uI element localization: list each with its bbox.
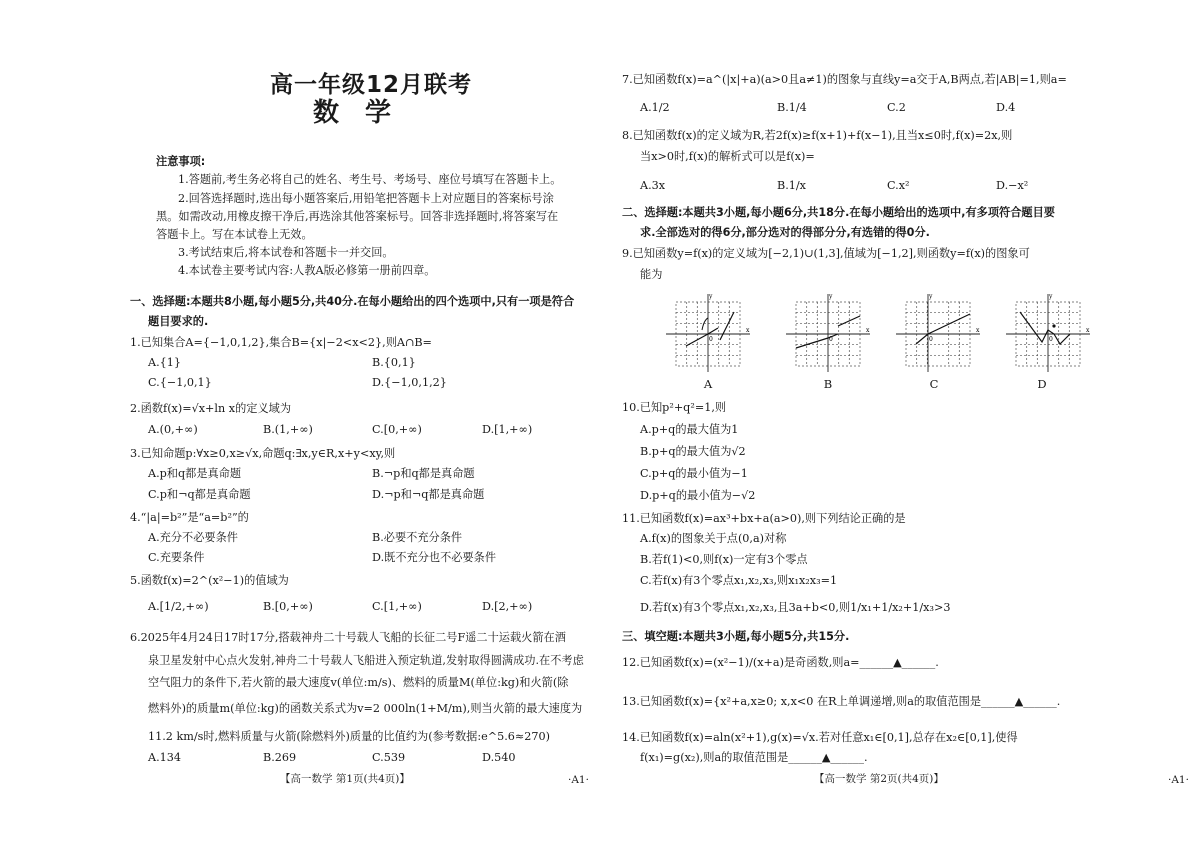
notice-line: 2.回答选择题时,选出每小题答案后,用铅笔把答题卡上对应题目的答案标号涂 <box>178 192 554 205</box>
option: A.{1} <box>148 356 181 369</box>
option: C.若f(x)有3个零点x₁,x₂,x₃,则x₁x₂x₃=1 <box>640 574 838 587</box>
graph-label: D <box>1037 377 1047 391</box>
graph-b-svg <box>778 290 878 374</box>
option: D.若f(x)有3个零点x₁,x₂,x₃,且3a+b<0,则1/x₁+1/x₂+1/x₃>3 <box>640 601 951 614</box>
svg-text:y: y <box>829 293 833 300</box>
option: C.p+q的最小值为−1 <box>640 467 748 480</box>
question-stem-cont: 能为 <box>640 268 663 281</box>
option: B.1/x <box>777 179 806 192</box>
question-stem-cont: 当x>0时,f(x)的解析式可以是f(x)= <box>640 150 815 163</box>
page-2 <box>600 0 1200 849</box>
question-stem-cont: 泉卫星发射中心点火发射,神舟二十号载人飞船进入预定轨道,发射取得圆满成功.在不考虑 <box>148 654 584 667</box>
page-footer: 【高一数学 第2页(共4页)】 <box>814 773 944 785</box>
option: C.充要条件 <box>148 551 205 564</box>
notice-line: 1.答题前,考生务必将自己的姓名、考生号、考场号、座位号填写在答题卡上。 <box>178 173 562 186</box>
section-heading: 二、选择题:本题共3小题,每小题6分,共18分.在每小题给出的选项中,有多项符合题目要 <box>622 206 1055 219</box>
option: C.p和¬q都是真命题 <box>148 488 251 501</box>
option: C.539 <box>372 751 406 764</box>
notice-heading: 注意事项: <box>156 155 206 168</box>
graph-a-svg <box>658 290 758 374</box>
section-heading: 一、选择题:本题共8小题,每小题5分,共40分.在每小题给出的四个选项中,只有一项是符合 <box>130 295 575 308</box>
svg-text:x: x <box>746 327 750 334</box>
graph-d-svg <box>998 290 1098 374</box>
page-code: ·A1· <box>568 774 589 786</box>
question-stem: 8.已知函数f(x)的定义域为R,若2f(x)≥f(x+1)+f(x−1),且当x≤0时,f(x)=2x,则 <box>622 129 1013 142</box>
question-stem-cont: 燃料外)的质量m(单位:kg)的函数关系式为v=2 000ln(1+M/m),则当火箭的最大速度为 <box>148 702 583 715</box>
option: D.−x² <box>996 179 1029 192</box>
question-stem: 2.函数f(x)=√x+ln x的定义域为 <box>130 402 292 415</box>
option: D.p+q的最小值为−√2 <box>640 489 756 502</box>
question-stem: 6.2025年4月24日17时17分,搭载神舟二十号载人飞船的长征二号F遥二十运载火箭在酒 <box>130 631 566 644</box>
fill-question-cont: f(x₁)=g(x₂),则a的取值范围是______▲______. <box>640 751 868 764</box>
option: B.若f(1)<0,则f(x)一定有3个零点 <box>640 553 808 566</box>
subject-title: 数学 <box>313 98 418 128</box>
question-stem: 4.“|a|=b²”是“a=b²”的 <box>130 511 249 524</box>
notice-line: 黑。如需改动,用橡皮擦干净后,再选涂其他答案标号。回答非选择题时,将答案写在 <box>156 210 559 223</box>
notice-line: 4.本试卷主要考试内容:人教A版必修第一册前四章。 <box>178 264 436 277</box>
option: B.269 <box>263 751 297 764</box>
question-stem: 7.已知函数f(x)=a^(|x|+a)(a>0且a≠1)的图象与直线y=a交于A,B两点,若|AB|=1,则a= <box>622 73 1067 86</box>
option: B.(1,+∞) <box>263 423 313 436</box>
section-heading-cont: 求.全部选对的得6分,部分选对的得部分分,有选错的得0分. <box>640 226 930 239</box>
option: A.f(x)的图象关于点(0,a)对称 <box>640 532 787 545</box>
graph-c-svg <box>888 290 988 374</box>
option: A.1/2 <box>640 101 670 114</box>
option: A.134 <box>148 751 181 764</box>
option: D.¬p和¬q都是真命题 <box>372 488 485 501</box>
option: B.必要不充分条件 <box>372 531 463 544</box>
option: A.(0,+∞) <box>148 423 198 436</box>
fill-question: 12.已知函数f(x)=(x²−1)/(x+a)是奇函数,则a=______▲______. <box>622 656 939 669</box>
option: D.4 <box>996 101 1016 114</box>
option: C.{−1,0,1} <box>148 376 212 389</box>
option: B.p+q的最大值为√2 <box>640 445 746 458</box>
option: B.1/4 <box>777 101 807 114</box>
option: A.p+q的最大值为1 <box>640 423 739 436</box>
option: A.[1/2,+∞) <box>148 600 209 613</box>
question-stem-cont: 11.2 km/s时,燃料质量与火箭(除燃料外)质量的比值约为(参考数据:e^5.6≈270) <box>148 730 550 743</box>
svg-text:x: x <box>976 327 980 334</box>
option: C.2 <box>887 101 906 114</box>
graph-option-d <box>998 290 1098 374</box>
question-stem: 11.已知函数f(x)=ax³+bx+a(a>0),则下列结论正确的是 <box>622 512 906 525</box>
question-stem: 5.函数f(x)=2^(x²−1)的值域为 <box>130 574 289 587</box>
question-stem: 9.已知函数y=f(x)的定义域为[−2,1)∪(1,3],值域为[−1,2],则函数y=f(x)的图象可 <box>622 247 1030 260</box>
question-stem: 10.已知p²+q²=1,则 <box>622 401 727 414</box>
graph-option-b <box>778 290 878 374</box>
option: A.充分不必要条件 <box>148 531 238 544</box>
option: D.[2,+∞) <box>482 600 533 613</box>
option: C.x² <box>887 179 910 192</box>
question-stem-cont: 空气阻力的条件下,若火箭的最大速度v(单位:m/s)、燃料的质量M(单位:kg)和火箭(除 <box>148 676 569 689</box>
graph-label: B <box>823 377 833 391</box>
option: D.[1,+∞) <box>482 423 533 436</box>
option: A.p和q都是真命题 <box>148 467 242 480</box>
graph-option-a <box>658 290 758 374</box>
option: C.[1,+∞) <box>372 600 422 613</box>
svg-text:y: y <box>709 293 713 300</box>
notice-line: 3.考试结束后,将本试卷和答题卡一并交回。 <box>178 246 394 259</box>
option: A.3x <box>640 179 666 192</box>
question-stem: 1.已知集合A={−1,0,1,2},集合B={x|−2<x<2},则A∩B= <box>130 336 432 349</box>
section-heading-cont: 题目要求的. <box>148 315 209 328</box>
option: B.¬p和q都是真命题 <box>372 467 475 480</box>
svg-text:x: x <box>1086 327 1090 334</box>
svg-text:0: 0 <box>829 336 833 343</box>
graph-label: C <box>929 377 939 391</box>
option: D.540 <box>482 751 516 764</box>
fill-question: 14.已知函数f(x)=aln(x²+1),g(x)=√x.若对任意x₁∈[0,1],总存在x₂∈[0,1],使得 <box>622 731 1018 744</box>
graph-label: A <box>703 377 713 391</box>
svg-text:0: 0 <box>929 336 933 343</box>
svg-text:0: 0 <box>1049 336 1053 343</box>
question-stem: 3.已知命题p:∀x≥0,x≥√x,命题q:∃x,y∈R,x+y<xy,则 <box>130 447 396 460</box>
svg-text:y: y <box>929 293 933 300</box>
option: B.{0,1} <box>372 356 416 369</box>
option: C.[0,+∞) <box>372 423 422 436</box>
fill-question: 13.已知函数f(x)={x²+a,x≥0; x,x<0 在R上单调递增,则a的取值范围是______▲______. <box>622 695 1061 708</box>
notice-line: 答题卡上。写在本试卷上无效。 <box>156 228 313 241</box>
section-heading: 三、填空题:本题共3小题,每小题5分,共15分. <box>622 630 850 643</box>
option: D.{−1,0,1,2} <box>372 376 447 389</box>
graph-option-c <box>888 290 988 374</box>
exam-title: 高一年级12月联考 <box>270 72 473 98</box>
page-code: ·A1· <box>1168 774 1189 786</box>
option: D.既不充分也不必要条件 <box>372 551 497 564</box>
page-footer: 【高一数学 第1页(共4页)】 <box>280 773 410 785</box>
svg-text:y: y <box>1049 293 1053 300</box>
option: B.[0,+∞) <box>263 600 313 613</box>
svg-text:x: x <box>866 327 870 334</box>
svg-text:0: 0 <box>709 336 713 343</box>
